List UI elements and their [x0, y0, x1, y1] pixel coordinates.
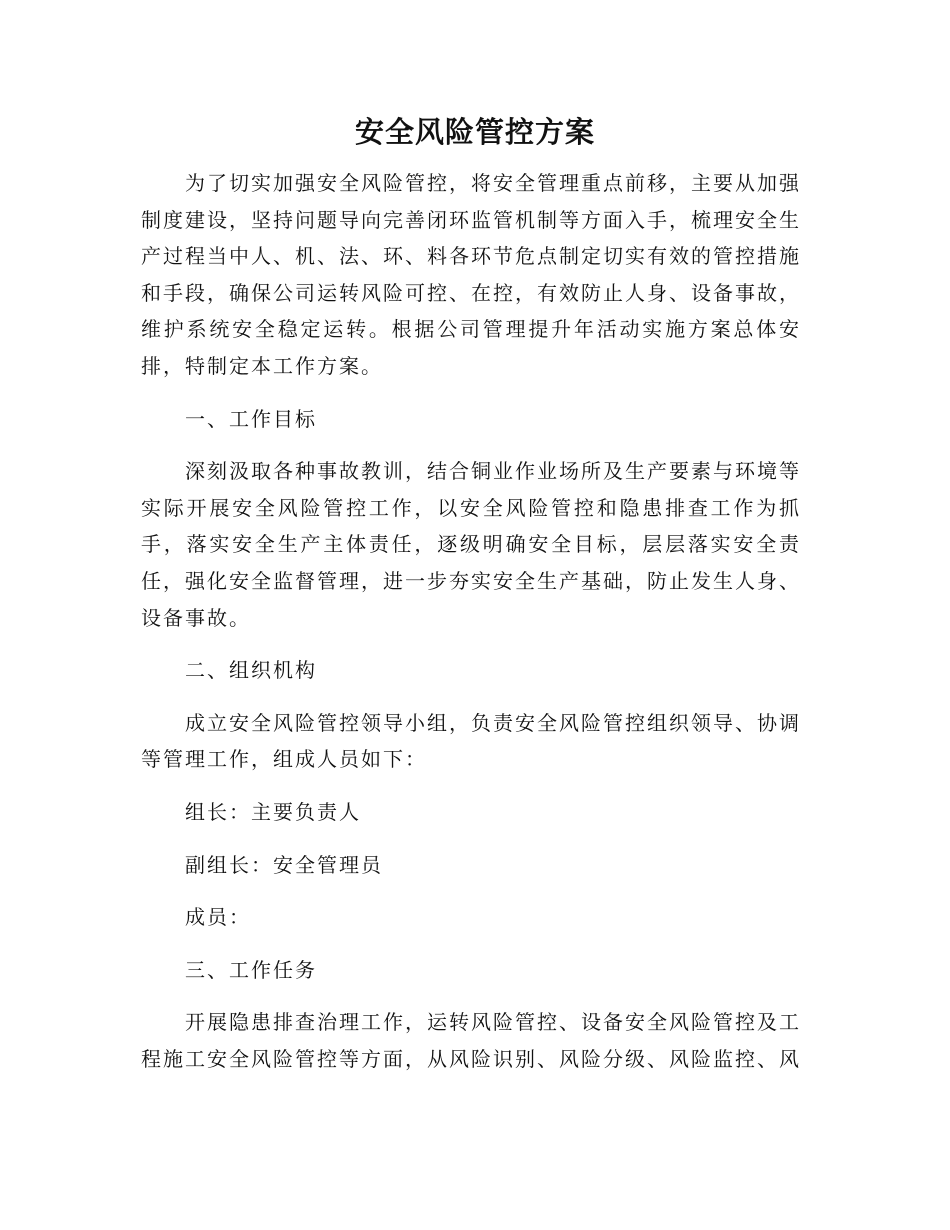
- deputy-leader-line: 副组长：安全管理员: [185, 852, 383, 877]
- document-body: [141, 165, 801, 1077]
- section-heading-tasks: 三、工作任务: [185, 957, 317, 982]
- intro-paragraph: 为了切实加强安全风险管控，将安全管理重点前移，主要从加强制度建设，坚持问题导向完善闭环监管机制等方面入手，梳理安全生产过程当中人、机、法、环、料各环节危点制定切实有效的管控措施和手段，确保公司运转风险可控、在控，有效防止人身、设备事故，维护系统安全稳定运转。根据公司管理提升年活动实施方案总体安排，特制定本工作方案。: [141, 171, 801, 378]
- section-heading-goals: 一、工作目标: [185, 406, 317, 431]
- goals-paragraph: 深刻汲取各种事故教训，结合铜业作业场所及生产要素与环境等实际开展安全风险管控工作，以安全风险管控和隐患排查工作为抓手，落实安全生产主体责任，逐级明确安全目标，层层落实安全责任，强化安全监督管理，进一步夯实安全生产基础，防止发生人身、设备事故。: [141, 459, 801, 630]
- organization-paragraph: 成立安全风险管控领导小组，负责安全风险管控组织领导、协调等管理工作，组成人员如下：: [141, 710, 801, 772]
- members-line: 成员：: [185, 905, 251, 930]
- section-heading-organization: 二、组织机构: [185, 658, 317, 683]
- tasks-paragraph: 开展隐患排查治理工作，运转风险管控、设备安全风险管控及工程施工安全风险管控等方面，从风险识别、风险分级、风险监控、风: [141, 1010, 801, 1071]
- team-leader-line: 组长：主要负责人: [185, 799, 361, 824]
- document-title: 安全风险管控方案: [354, 115, 595, 149]
